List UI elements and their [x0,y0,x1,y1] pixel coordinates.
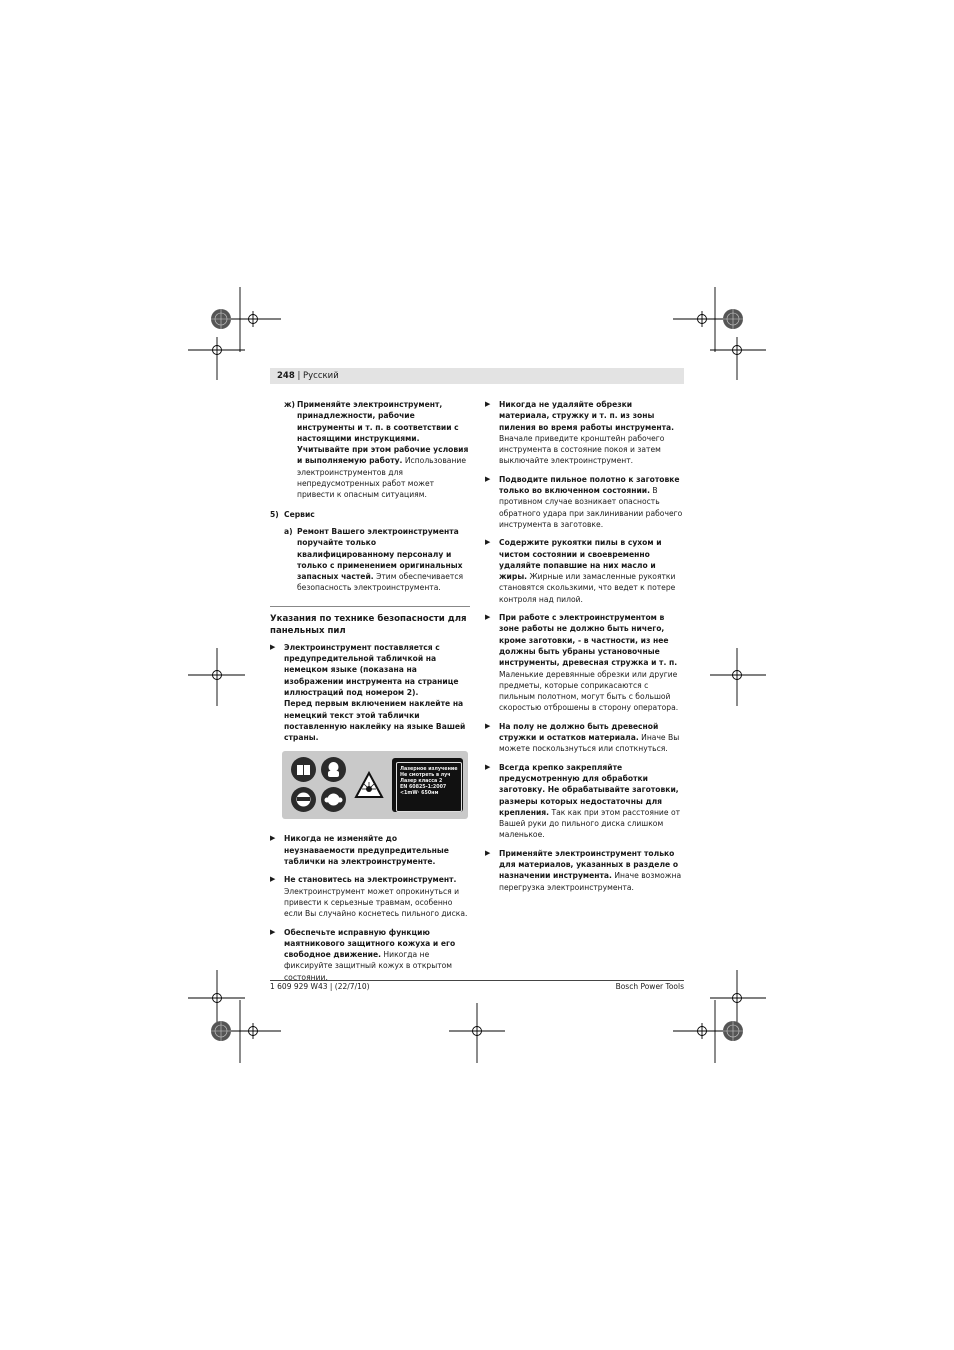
bullet-item: ▶ Применяйте электроинструмент только для материалов, указанных в разделе о назначении инструмента. Иначе возможна перегрузка электроинструмента. [485,848,682,892]
page-number: 248 [277,371,295,381]
bullet-icon: ▶ [485,474,491,483]
bullet-item: ▶ Обеспечьте исправную функцию маятникового защитного кожуха и его свободное движение. Никогда не фиксируйте защитный кожух в открытом состоянии. [270,927,456,982]
bullet-item: ▶ При работе с электроинструментом в зоне работы не должно быть ничего, кроме заготовки, - в частности, из нее должны быть убраны установочные инструменты, древесная стружка и т. п. Маленькие деревянные обрезки или другие предметы, которые соприкасаются с пильным полотном, могут быть с большой скоростью отброшены в сторону оператора. [485,613,679,713]
bullet-icon: ▶ [485,613,491,622]
bullet-icon: ▶ [270,642,276,651]
bullet-item: ▶ Всегда крепко закрепляйте предусмотренную для обработки заготовку. Не обрабатывайте заготовки, размеры которых недостаточны для крепления. Так как при этом расстояние от Вашей руки до пильного диска слишком маленькое. [485,762,681,840]
bullet-icon: ▶ [270,927,276,936]
list-item: а) Ремонт Вашего электроинструмента поручайте только квалифицированному персоналу и только с применением оригинальных запасных частей. Этим обеспечивается безопасность электроинструмента. [284,526,464,593]
bullet-item: ▶ Электроинструмент поставляется с предупредительной табличкой на немецком языке (показана на изображении инструмента на странице иллюстраций под номером 2). Перед первым включением наклейте на немецкий текст этой таблички поставленную наклейку на языке Вашей страны. [270,642,466,743]
bullet-item: ▶ Подводите пильное полотно к заготовке только во включенном состоянии. В противном случае возникает опасность обратного удара при заклинивании рабочего инструмента в заготовке. [485,474,683,529]
divider [270,606,470,607]
bullet-icon: ▶ [485,400,491,408]
page-header: 248 | Русский [277,371,339,381]
section-heading: Указания по технике безопасности для панельных пил [270,613,467,636]
read-manual-icon [291,757,316,782]
ear-protection-icon [321,787,346,812]
warning-label-image [282,751,468,819]
list-item: ж) Применяйте электроинструмент, принадлежности, рабочие инструменты и т. п. в соответствии с настоящими инструкциями. Учитывайте при этом рабочие условия и выполняемую работу. Использование электроинструментов для непредусмотренных работ может привести к опасным ситуациям. [284,400,469,500]
bullet-icon: ▶ [485,538,491,547]
bullet-item: ▶ На полу не должно быть древесной стружки и остатков материала. Иначе Вы можете поскользнуться или споткнуться. [485,721,680,754]
right-column [485,399,685,900]
bullet-icon: ▶ [270,875,276,884]
bullet-item: ▶ Никогда не изменяйте до неузнаваемости предупредительные таблички на электроинструменте. [270,834,449,867]
left-column [270,399,470,990]
bullet-icon: ▶ [270,834,276,843]
bullet-icon: ▶ [485,848,491,857]
bullet-item: ▶ Никогда не удаляйте обрезки материала, стружку и т. п. из зоны пиления во время работы инструмента. Вначале приведите кронштейн рабочего инструмента в состояние покоя и затем выключайте электроинструмент. [485,400,675,466]
bullet-item: ▶ Не становитесь на электроинструмент. Электроинструмент может опрокинуться и привести к серьезные травмам, особенно если Вы случайно коснетесь пильного диска. [270,875,468,919]
face-mask-icon [321,757,346,782]
footer-brand: Bosch Power Tools [615,982,684,991]
safety-glasses-icon [291,787,316,812]
section-title: 5) Сервис [270,509,315,519]
bullet-icon: ▶ [485,721,491,730]
bullet-item: ▶ Содержите рукоятки пилы в сухом и чистом состоянии и своевременно удаляйте попавшие на них масло и жиры. Жирные или замасленные рукоятки становятся скользкими, что ведет к потере контроля над пилой. [485,538,676,604]
page-language: Русский [303,371,339,381]
laser-warning-icon [354,771,384,799]
bullet-icon: ▶ [485,762,491,771]
footer-doc-number: 1 609 929 W43 | (22/7/10) [270,982,370,991]
footer-rule [270,980,684,981]
laser-warning-label: Лазерное излучение Не смотреть в луч Лазер класса 2 EN 60825-1:2007 <1mW· 650нм [392,758,463,812]
